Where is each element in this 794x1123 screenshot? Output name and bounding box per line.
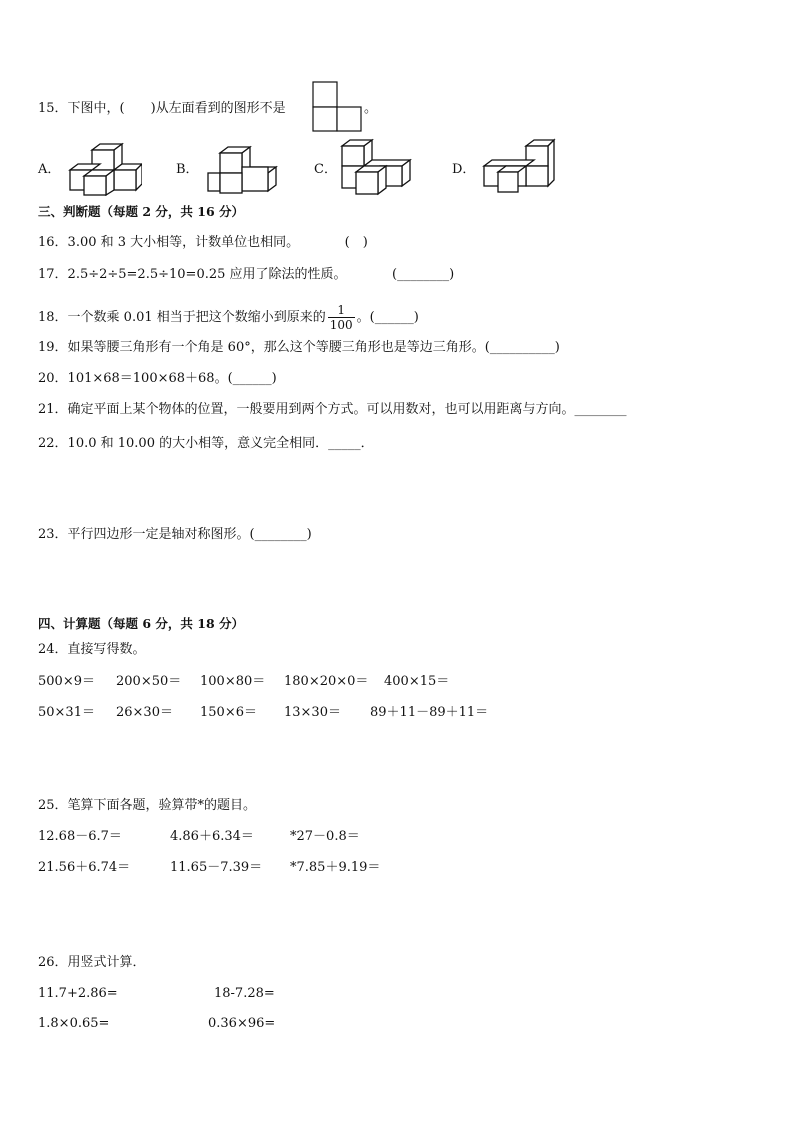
q26-r1-c2: 18-7.28= bbox=[214, 986, 275, 1001]
q15-text-end: 。 bbox=[364, 101, 378, 116]
q25-r2-c2: 11.65－7.39＝ bbox=[170, 860, 263, 875]
q24-r2-c5: 89＋11－89＋11＝ bbox=[370, 705, 489, 720]
section3-title: 三、判断题（每题 2 分，共 16 分） bbox=[38, 204, 245, 219]
q18-fraction-numerator: 1 bbox=[337, 303, 346, 317]
q19: 19．如果等腰三角形有一个角是 60°，那么这个等腰三角形也是等边三角形。(__________) bbox=[38, 340, 560, 355]
q20: 20．101×68＝100×68＋68。(______) bbox=[38, 371, 277, 386]
q21: 21．确定平面上某个物体的位置，一般要用到两个方式。可以用数对，也可以用距离与方向。________ bbox=[38, 402, 627, 417]
q25-r2-c3: *7.85＋9.19＝ bbox=[290, 860, 381, 875]
q15-option-a-label[interactable]: A． bbox=[38, 162, 61, 177]
q18 bbox=[38, 303, 419, 332]
q26-r2-c1: 1.8×0.65= bbox=[38, 1016, 110, 1031]
q24-r1-c4: 180×20×0＝ bbox=[284, 674, 369, 689]
q25-r1-c3: *27－0.8＝ bbox=[290, 829, 360, 844]
q24-r2-c4: 13×30＝ bbox=[284, 705, 341, 720]
q15-option-a-cube-figure[interactable] bbox=[66, 142, 142, 196]
q15-text: 15．下图中，( )从左面看到的图形不是 bbox=[38, 101, 286, 116]
q24-r1-c5: 400×15＝ bbox=[384, 674, 450, 689]
q24-r2-c2: 26×30＝ bbox=[116, 705, 173, 720]
q22: 22．10.0 和 10.00 的大小相等，意义完全相同．_____． bbox=[38, 436, 374, 451]
q24-r2-c3: 150×6＝ bbox=[200, 705, 257, 720]
q15-option-c-label[interactable]: C． bbox=[314, 162, 337, 177]
q15-option-b-cube-figure[interactable] bbox=[204, 143, 280, 195]
q18-fraction-denominator: 100 bbox=[329, 318, 353, 332]
q24-r1-c2: 200×50＝ bbox=[116, 674, 182, 689]
q24-r1-c3: 100×80＝ bbox=[200, 674, 266, 689]
q25-r1-c2: 4.86＋6.34＝ bbox=[170, 829, 254, 844]
q26-r1-c1: 11.7+2.86= bbox=[38, 986, 118, 1001]
q15-left-view-figure bbox=[312, 81, 364, 133]
q25-r2-c1: 21.56＋6.74＝ bbox=[38, 860, 131, 875]
q15-option-d-label[interactable]: D． bbox=[452, 162, 476, 177]
q26-r2-c2: 0.36×96= bbox=[208, 1016, 276, 1031]
q15-line bbox=[38, 100, 286, 118]
q18-text: 18．一个数乘 0.01 相当于把这个数缩小到原来的 bbox=[38, 310, 326, 325]
q18-answer: 。(______) bbox=[356, 310, 419, 325]
q16: 16．3.00 和 3 大小相等，计数单位也相同。 ( ) bbox=[38, 235, 368, 250]
section4-title: 四、计算题（每题 6 分，共 18 分） bbox=[38, 616, 245, 631]
q23: 23．平行四边形一定是轴对称图形。(________) bbox=[38, 527, 312, 542]
q25-title: 25．笔算下面各题，验算带*的题目。 bbox=[38, 798, 257, 813]
q24-r2-c1: 50×31＝ bbox=[38, 705, 95, 720]
q15-option-b-label[interactable]: B． bbox=[176, 162, 199, 177]
q15-option-c-cube-figure[interactable] bbox=[338, 138, 414, 196]
q25-r1-c1: 12.68－6.7＝ bbox=[38, 829, 122, 844]
q18-fraction bbox=[328, 303, 355, 332]
q24-title: 24．直接写得数。 bbox=[38, 642, 146, 657]
q24-r1-c1: 500×9＝ bbox=[38, 674, 95, 689]
q26-title: 26．用竖式计算． bbox=[38, 955, 146, 970]
q15-option-d-cube-figure[interactable] bbox=[478, 138, 558, 196]
q17: 17．2.5÷2÷5=2.5÷10=0.25 应用了除法的性质。 (________) bbox=[38, 267, 455, 282]
